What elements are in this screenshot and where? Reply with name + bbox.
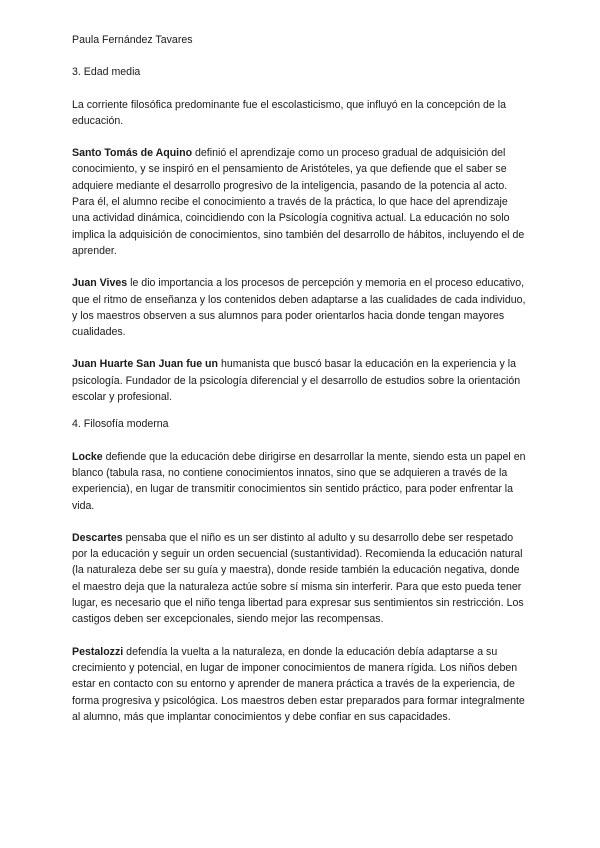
philosopher-name: Juan Huarte San Juan fue un (72, 358, 218, 371)
paragraph-text: humanista que buscó basar la educación en la experiencia y la psicología. Fundador de la psicología diferencial y el desarrollo de estudios sobre la orientación escolar y profesional. (72, 358, 521, 404)
philosopher-name: Santo Tomás de Aquino (72, 147, 193, 160)
paragraph-text: defendía la vuelta a la naturaleza, en donde la educación debía adaptarse a su crecimiento y potencial, en lugar de imponer conocimientos de manera rígida. Los niños deben estar en contacto con su entorno y aprender de manera práctica a través de la experiencia, de forma progresiva y psicológica. Los maestros deben estar preparados para formar integralmente al alumno, más que implantar conocimientos y debe confiar en sus capacidades. (72, 645, 525, 723)
author-name: Paula Fernández Tavares (72, 34, 193, 46)
paragraph-juan-huarte (72, 356, 528, 405)
paragraph-text: defiende que la educación debe dirigirse en desarrollar la mente, siendo esta un papel en blanco (tabula rasa, no contiene conocimientos innatos, sino que se adquieren a través de la experiencia), en lugar de transmitir conocimientos sin sentido práctico, para poder enfrentar la vida. (72, 450, 526, 512)
philosopher-name: Pestalozzi (72, 645, 124, 658)
philosopher-name: Descartes (72, 531, 123, 544)
paragraph-text: definió el aprendizaje como un proceso gradual de adquisición del conocimiento, y se inspiró en el pensamiento de Aristóteles, ya que defiende que el saber se adquiere mediante el desarrollo progresivo de la inteligencia, pasando de la potencia al acto. Para él, el alumno recibe el conocimiento a través de la práctica, lo que hace del aprendizaje una actividad dinámica, coincidiendo con la Psicología cognitiva actual. La educación no solo implica la adquisición de conocimientos, sino también del desarrollo de hábitos, incluyendo el de aprender. (72, 147, 525, 257)
document-page (72, 32, 528, 741)
section-heading-edad-media: 3. Edad media (72, 66, 141, 79)
section-heading-filosofia-moderna: 4. Filosofía moderna (72, 418, 169, 431)
paragraph-descartes (72, 530, 528, 628)
paragraph-locke (72, 449, 528, 514)
paragraph-pestalozzi (72, 644, 528, 725)
paragraph-text: le dio importancia a los procesos de percepción y memoria en el proceso educativo, que el ritmo de enseñanza y los contenidos deben adaptarse a las cualidades de cada individuo, y los maestros observen a sus alumnos para poder orientarlos hacia donde tengan mayores cualidades. (72, 277, 526, 339)
philosopher-name: Juan Vives (72, 277, 128, 290)
paragraph-text: pensaba que el niño es un ser distinto al adulto y su desarrollo debe ser respetado por la educación y seguir un orden secuencial (sustantividad). Recomienda la educación natural (la naturaleza debe ser su guía y maestra), donde reside también la educación negativa, donde el maestro deja que la naturaleza actúe sobre sí misma sin interferir. Para que esto pueda tener lugar, es necesario que el niño tenga libertad para expresar sus sentimientos sin restricción. Los castigos deben ser excepcionales, siendo mejor las recompensas. (72, 531, 524, 626)
philosopher-name: Locke (72, 450, 103, 463)
intro-paragraph: La corriente filosófica predominante fue el escolasticismo, que influyó en la concepción de la educación. (72, 98, 507, 127)
paragraph-juan-vives (72, 275, 528, 340)
paragraph-santo-tomas (72, 145, 528, 259)
